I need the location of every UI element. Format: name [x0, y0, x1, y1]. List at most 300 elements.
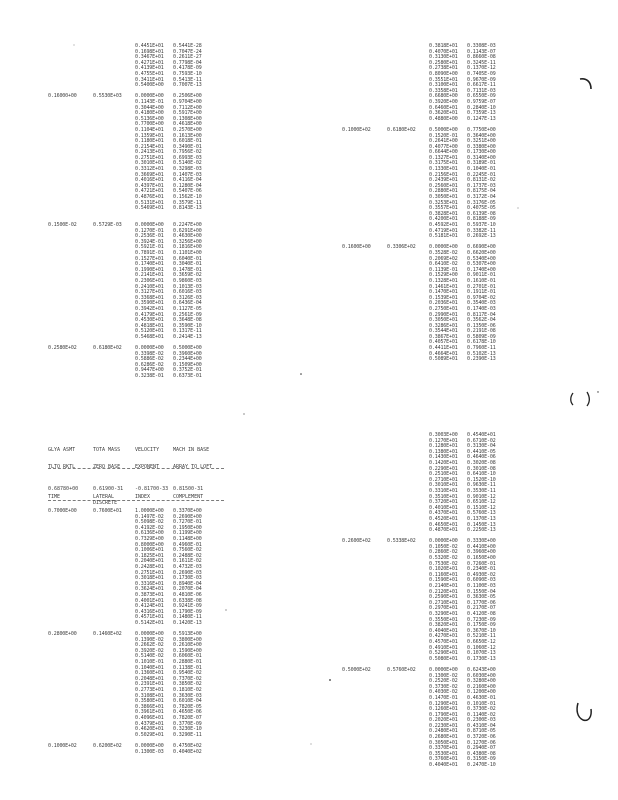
- index-cell: 0.4070E+01: [429, 48, 458, 55]
- index-cell: 0.8090E+00: [429, 70, 458, 77]
- complement-cell: 0.5413E-11: [173, 76, 202, 83]
- index-cell: 0.7329E+00: [135, 535, 164, 542]
- header-label: EXPONENT: [135, 463, 160, 470]
- index-cell: 0.2048E+01: [135, 675, 164, 682]
- complement-cell: 0.6338E-08: [173, 597, 202, 604]
- index-cell: 0.1040E+01: [135, 664, 164, 671]
- index-cell: 0.4057E+01: [429, 339, 458, 346]
- time-cell: 0.5000E+02: [342, 666, 371, 673]
- time-cell: 0.1500E-02: [48, 222, 77, 228]
- index-cell: 0.0000E+00: [135, 93, 164, 100]
- index-cell: 0.4040E+01: [429, 627, 458, 634]
- complement-cell: 0.7131E-03: [467, 87, 496, 94]
- index-cell: 0.2140E+01: [429, 583, 458, 590]
- complement-cell: 0.2506E+00: [173, 93, 202, 100]
- index-cell: 0.2662E-02: [135, 642, 164, 649]
- complement-cell: 0.3380E+00: [467, 143, 496, 150]
- index-cell: 0.8000E+00: [135, 541, 164, 548]
- index-cell: 0.1290E+01: [429, 700, 458, 707]
- index-cell: 0.3010E+01: [135, 160, 164, 167]
- complement-cell: 0.9670E-09: [467, 76, 496, 83]
- complement-cell: 0.7960E-11: [467, 345, 496, 352]
- complement-cell: 0.2344E+00: [173, 356, 202, 363]
- index-cell: 0.6136E+00: [135, 530, 164, 537]
- index-cell: 0.3866E+01: [135, 703, 164, 710]
- index-cell: 0.5921E-01: [135, 244, 164, 251]
- complement-cell: 0.2390E-13: [467, 356, 496, 363]
- index-cell: 0.3130E+01: [429, 54, 458, 61]
- complement-cell: 0.6620E+00: [467, 249, 496, 256]
- index-cell: 0.1020E+01: [429, 566, 458, 573]
- complement-cell: 0.1510E-12: [467, 504, 496, 511]
- header-value: -0.81700-33: [135, 485, 169, 492]
- complement-cell: 0.1247E-13: [467, 115, 496, 122]
- index-cell: 0.3100E+01: [429, 82, 458, 89]
- index-cell: 0.2970E+01: [429, 605, 458, 612]
- index-cell: 0.4139E+01: [135, 65, 164, 72]
- time-cell: 0.1600E+00: [342, 244, 371, 251]
- complement-cell: 0.1060E-12: [467, 644, 496, 651]
- index-cell: 0.6644E+00: [429, 149, 458, 156]
- index-cell: 0.5181E+01: [429, 233, 458, 240]
- complement-cell: 0.1950E+00: [173, 524, 202, 531]
- complement-cell: 0.6010E-04: [173, 698, 202, 705]
- index-cell: 0.5029E+01: [135, 731, 164, 738]
- complement-cell: 0.8188E-09: [467, 216, 496, 223]
- complement-cell: 0.1127E-05: [173, 305, 202, 312]
- index-cell: 0.2480E+01: [429, 728, 458, 735]
- complement-cell: 0.1350E-06: [467, 322, 496, 329]
- complement-cell: 0.5140E-02: [173, 160, 202, 167]
- complement-cell: 0.6510E-12: [467, 499, 496, 506]
- complement-cell: 0.1480E-11: [173, 614, 202, 621]
- index-cell: 0.1359E+01: [135, 132, 164, 139]
- complement-cell: 0.1730E+00: [467, 149, 496, 156]
- complement-cell: 0.1810E-02: [173, 687, 202, 693]
- index-cell: 0.4880E+00: [429, 115, 458, 122]
- index-cell: 0.2036E+01: [429, 300, 458, 307]
- index-cell: 0.3550E+01: [429, 616, 458, 623]
- index-cell: 0.3867E+01: [429, 333, 458, 340]
- index-cell: 0.7700E+00: [135, 121, 164, 128]
- complement-cell: 0.3290E-11: [173, 731, 202, 738]
- index-cell: 0.1180E+01: [135, 138, 164, 145]
- index-cell: 0.3286E+01: [429, 322, 458, 329]
- index-cell: 0.6680E+00: [429, 93, 458, 100]
- lateral-cell: 0.5530E+03: [93, 93, 122, 100]
- lateral-cell: 0.6180E+02: [93, 345, 122, 352]
- index-cell: 0.4411E+01: [429, 345, 458, 352]
- complement-cell: 0.3176E-05: [467, 199, 496, 206]
- index-cell: 0.7891E-01: [135, 249, 164, 256]
- index-cell: 0.2738E+01: [429, 65, 458, 72]
- header-label: MACH IN BASE: [173, 447, 210, 454]
- index-cell: 0.3003E+00: [429, 432, 458, 438]
- complement-cell: 0.1270E-06: [467, 739, 496, 746]
- header-label: ARRAY TO LOFT: [173, 463, 213, 470]
- index-cell: 0.2156E+01: [429, 171, 458, 178]
- complement-cell: 0.1010E-01: [467, 700, 496, 707]
- index-cell: 0.3175E+01: [429, 160, 458, 167]
- complement-cell: 0.5307E+00: [467, 261, 496, 268]
- complement-cell: 0.7405E-09: [467, 70, 496, 77]
- complement-cell: 0.6617E-11: [467, 82, 496, 89]
- header-label: ZERO BASE: [93, 463, 121, 470]
- complement-cell: 0.1590E+00: [173, 647, 202, 654]
- complement-cell: 0.9010E-12: [467, 493, 496, 500]
- complement-cell: 0.6410E-10: [467, 471, 496, 478]
- index-cell: 0.0000E+00: [135, 345, 164, 352]
- complement-cell: 0.5913E+00: [173, 631, 202, 638]
- complement-cell: 0.3960E+00: [173, 350, 202, 357]
- index-cell: 0.3310E+01: [429, 487, 458, 494]
- complement-cell: 0.5937E-10: [467, 222, 496, 228]
- index-cell: 0.3551E+01: [429, 76, 458, 83]
- header-value: 0.81500-31: [173, 485, 204, 492]
- complement-cell: 0.1790E-09: [173, 608, 202, 615]
- complement-cell: 0.4640E-06: [467, 454, 496, 461]
- index-cell: 0.1270E+01: [429, 437, 458, 444]
- index-cell: 0.1330E+01: [429, 166, 458, 173]
- complement-cell: 0.4310E-04: [467, 722, 496, 729]
- index-cell: 0.5120E+01: [135, 328, 164, 335]
- complement-cell: 0.1610E-01: [467, 277, 496, 284]
- index-cell: 0.3050E+01: [429, 317, 458, 324]
- index-cell: 0.5400E+00: [135, 82, 164, 89]
- complement-cell: 0.3130E-04: [467, 443, 496, 450]
- complement-cell: 0.3648E-08: [173, 317, 202, 324]
- complement-cell: 0.3770E-09: [173, 720, 202, 727]
- complement-cell: 0.1740E+00: [467, 266, 496, 273]
- complement-cell: 0.1730E-13: [467, 655, 496, 662]
- complement-cell: 0.1013E-03: [173, 283, 202, 290]
- complement-cell: 0.2414E-13: [173, 333, 202, 340]
- index-cell: 0.4755E+01: [135, 70, 164, 77]
- complement-cell: 0.1200E+00: [467, 689, 496, 696]
- complement-cell: 0.1370E-12: [467, 65, 496, 72]
- complement-cell: 0.1370E-13: [467, 515, 496, 522]
- complement-cell: 0.2570E+00: [173, 126, 202, 133]
- index-cell: 0.5469E+01: [135, 205, 164, 212]
- index-cell: 0.0000E+00: [429, 244, 458, 251]
- index-cell: 0.4040E+01: [429, 762, 458, 769]
- header-label: GLYA ASMT: [48, 447, 76, 454]
- complement-cell: 0.1562E-10: [173, 194, 202, 201]
- index-cell: 0.3018E+01: [135, 575, 164, 582]
- complement-cell: 0.8660E-08: [467, 54, 496, 61]
- lateral-cell: 0.5760E+02: [387, 666, 416, 673]
- complement-cell: 0.7260E-01: [467, 560, 496, 567]
- index-cell: 0.2590E+01: [429, 594, 458, 601]
- header-label: TOTA MASS: [93, 447, 121, 454]
- complement-cell: 0.8131E-02: [467, 177, 496, 184]
- index-cell: 0.5131E+01: [135, 199, 164, 206]
- complement-cell: 0.2170E-07: [467, 605, 496, 612]
- index-cell: 0.0000E+00: [135, 222, 164, 228]
- index-cell: 0.1160E+01: [429, 571, 458, 578]
- complement-cell: 0.6650E-12: [467, 638, 496, 645]
- complement-cell: 0.9011E-01: [467, 272, 496, 279]
- index-cell: 0.3510E+01: [429, 493, 458, 500]
- index-cell: 0.1006E+01: [135, 547, 164, 554]
- complement-cell: 0.2692E-13: [467, 233, 496, 240]
- index-cell: 0.4180E+00: [135, 110, 164, 117]
- complement-cell: 0.3370E+00: [173, 508, 202, 514]
- index-cell: 0.2580E+01: [429, 59, 458, 66]
- sub-header-label: COMPLEMENT: [173, 494, 204, 501]
- complement-cell: 0.3720E-06: [467, 734, 496, 741]
- index-cell: 0.2560E+01: [429, 182, 458, 189]
- index-cell: 0.2990E+01: [429, 311, 458, 318]
- index-cell: 0.5290E+01: [429, 650, 458, 657]
- index-cell: 0.1270E-01: [135, 227, 164, 234]
- complement-cell: 0.1770E-06: [467, 599, 496, 606]
- complement-cell: 0.4410E-05: [467, 448, 496, 455]
- index-cell: 1.0000E+00: [135, 508, 164, 514]
- index-cell: 0.3530E+01: [429, 750, 458, 757]
- index-cell: 0.2680E+01: [429, 734, 458, 741]
- index-cell: 0.3620E+01: [429, 110, 458, 117]
- index-cell: 0.1260E+01: [429, 706, 458, 713]
- complement-cell: 0.3189E-01: [467, 160, 496, 167]
- complement-cell: 0.3280E+00: [467, 678, 496, 685]
- complement-cell: 0.1550E-04: [467, 588, 496, 595]
- complement-cell: 0.4075E-05: [467, 205, 496, 212]
- complement-cell: 0.3530E-11: [467, 487, 496, 494]
- complement-cell: 0.3850E-02: [173, 681, 202, 688]
- complement-cell: 0.9704E+00: [173, 98, 202, 105]
- index-cell: 0.0000E+00: [429, 538, 458, 545]
- complement-cell: 0.1816E+00: [173, 244, 202, 251]
- complement-cell: 0.3490E-01: [173, 143, 202, 150]
- complement-cell: 0.3150E-09: [467, 756, 496, 763]
- time-cell: 0.2600E+02: [342, 538, 371, 545]
- index-cell: 0.5136E+00: [135, 115, 164, 122]
- index-cell: 0.4124E+01: [135, 603, 164, 610]
- complement-cell: 0.4120E-08: [467, 611, 496, 617]
- index-cell: 0.4001E+01: [135, 597, 164, 604]
- index-cell: 0.3580E+01: [135, 698, 164, 705]
- complement-cell: 0.1101E+00: [173, 249, 202, 256]
- complement-cell: 0.1911E-01: [467, 289, 496, 296]
- index-cell: 0.3942E+01: [135, 305, 164, 312]
- index-cell: 0.4876E+01: [135, 194, 164, 201]
- index-cell: 0.4664E+01: [429, 350, 458, 357]
- complement-cell: 0.1199E+00: [173, 530, 202, 537]
- index-cell: 0.5089E+01: [429, 356, 458, 363]
- index-cell: 0.4650E+01: [429, 521, 458, 528]
- complement-cell: 0.3630E-05: [467, 594, 496, 601]
- complement-cell: 0.3126E-03: [173, 294, 202, 301]
- complement-cell: 0.7370E-02: [173, 675, 202, 682]
- complement-cell: 0.6040E-01: [173, 255, 202, 262]
- index-cell: 0.1698E+01: [135, 48, 164, 55]
- index-cell: 0.4397E+01: [135, 182, 164, 189]
- index-cell: 0.3820E+01: [429, 622, 458, 629]
- complement-cell: 0.3960E+00: [467, 549, 496, 556]
- index-cell: 0.1390E-02: [135, 636, 164, 643]
- complement-cell: 0.3382E-11: [467, 227, 496, 234]
- index-cell: 0.4192E-02: [135, 524, 164, 531]
- index-cell: 0.4818E+01: [135, 322, 164, 329]
- complement-cell: 0.1478E-01: [173, 266, 202, 273]
- complement-cell: 0.5760E-13: [467, 510, 496, 517]
- complement-cell: 0.7359E-13: [467, 110, 496, 117]
- complement-cell: 0.2880E-01: [173, 659, 202, 666]
- complement-cell: 0.1407E-03: [173, 171, 202, 178]
- index-cell: 0.0000E+00: [135, 631, 164, 638]
- complement-cell: 0.4732E-03: [173, 563, 202, 570]
- complement-cell: 0.1611E-02: [173, 558, 202, 565]
- complement-cell: 0.5407E-06: [173, 188, 202, 195]
- index-cell: 0.3238E-01: [135, 373, 164, 380]
- index-cell: 0.3370E+01: [429, 745, 458, 752]
- complement-cell: 0.2160E+00: [467, 683, 496, 690]
- index-cell: 0.3411E+01: [135, 76, 164, 83]
- index-cell: 0.3050E+01: [429, 739, 458, 746]
- index-cell: 0.3590E+01: [135, 300, 164, 307]
- index-cell: 0.3961E+01: [135, 709, 164, 716]
- index-cell: 0.6460E+01: [429, 104, 458, 111]
- complement-cell: 0.2245E-01: [467, 171, 496, 178]
- index-cell: 0.3730E-02: [429, 683, 458, 690]
- index-cell: 0.5140E-02: [135, 653, 164, 660]
- complement-cell: 0.9540E-02: [173, 670, 202, 677]
- index-cell: 0.1470E-01: [429, 694, 458, 701]
- index-cell: 0.3924E-01: [135, 238, 164, 245]
- lateral-cell: 0.7600E+01: [93, 508, 122, 514]
- index-cell: 0.1104E+01: [135, 126, 164, 133]
- index-cell: 0.1529E+00: [429, 272, 458, 279]
- index-cell: 0.3010E+01: [429, 482, 458, 489]
- index-cell: 0.5468E+01: [135, 333, 164, 340]
- index-cell: 0.4370E+01: [429, 510, 458, 517]
- index-cell: 0.2413E+01: [135, 149, 164, 156]
- lateral-cell: 0.1460E+02: [93, 631, 122, 638]
- index-cell: 0.2520E-02: [429, 678, 458, 685]
- complement-cell: 0.6018E-01: [173, 138, 202, 145]
- index-cell: 0.1590E+01: [429, 577, 458, 584]
- index-cell: 0.3398E-02: [135, 350, 164, 357]
- complement-cell: 0.3730E-02: [467, 706, 496, 713]
- index-cell: 0.5080E+01: [429, 655, 458, 662]
- index-cell: 0.1740E+01: [135, 261, 164, 268]
- complement-cell: 0.2690E+00: [173, 513, 202, 520]
- complement-cell: 0.3670E-10: [467, 627, 496, 634]
- complement-cell: 0.8143E-13: [173, 205, 202, 212]
- complement-cell: 0.2191E-08: [467, 328, 496, 335]
- complement-cell: 0.3590E-10: [173, 322, 202, 329]
- index-cell: 0.2428E+01: [135, 563, 164, 570]
- index-cell: 0.4520E+01: [429, 515, 458, 522]
- complement-cell: 0.1737E-03: [467, 182, 496, 189]
- complement-cell: 0.1040E-01: [467, 166, 496, 173]
- complement-cell: 0.7270E-01: [173, 519, 202, 526]
- index-cell: 0.7530E-02: [429, 560, 458, 567]
- index-cell: 0.3669E+01: [135, 171, 164, 178]
- complement-cell: 0.3040E-01: [173, 261, 202, 268]
- complement-cell: 0.5000E+00: [173, 345, 202, 352]
- complement-cell: 0.3140E+00: [467, 154, 496, 161]
- complement-cell: 0.4618E+00: [173, 121, 202, 128]
- lateral-cell: 0.5338E+02: [387, 538, 416, 545]
- index-cell: 0.3920E-02: [135, 647, 164, 654]
- complement-cell: 0.1730E-03: [173, 575, 202, 582]
- index-cell: 0.2020E+01: [429, 717, 458, 724]
- complement-cell: 0.7956E-02: [173, 149, 202, 156]
- complement-cell: 0.1148E+00: [173, 535, 202, 542]
- complement-cell: 0.6060E-01: [173, 653, 202, 660]
- index-cell: 0.1420E+01: [429, 459, 458, 466]
- index-cell: 0.3467E+01: [135, 54, 164, 61]
- complement-cell: 0.2300E-03: [467, 717, 496, 724]
- index-cell: 0.2290E+01: [429, 465, 458, 472]
- index-cell: 0.1470E+01: [429, 289, 458, 296]
- complement-cell: 0.2611E-27: [173, 54, 202, 61]
- index-cell: 0.2710E+01: [429, 476, 458, 483]
- complement-cell: 0.7230E-09: [467, 616, 496, 623]
- complement-cell: 0.3172E-04: [467, 194, 496, 201]
- index-cell: 0.2880E+01: [429, 188, 458, 195]
- complement-cell: 0.3659E-02: [173, 272, 202, 279]
- complement-cell: 0.6139E-08: [467, 210, 496, 217]
- index-cell: 0.6410E-02: [429, 261, 458, 268]
- sub-header-label: INDEX: [135, 494, 151, 501]
- complement-cell: 0.6993E-03: [173, 154, 202, 161]
- index-cell: 0.2306E+01: [135, 277, 164, 284]
- index-cell: 0.3828E+01: [429, 210, 458, 217]
- complement-cell: 0.7007E-13: [173, 82, 202, 89]
- index-cell: 0.5142E+01: [135, 619, 164, 626]
- index-cell: 0.1280E+01: [429, 443, 458, 450]
- complement-cell: 0.2470E-10: [467, 762, 496, 769]
- complement-cell: 0.2561E-09: [173, 311, 202, 318]
- time-cell: 0.16000+00: [48, 93, 77, 100]
- index-cell: 0.1143E-01: [135, 98, 164, 105]
- complement-cell: 0.4178E-09: [173, 65, 202, 72]
- index-cell: 0.4010E+01: [429, 504, 458, 511]
- complement-cell: 0.6090E-03: [467, 577, 496, 584]
- index-cell: 0.1380E+01: [429, 448, 458, 455]
- complement-cell: 0.6243E+00: [467, 666, 496, 673]
- complement-cell: 0.4750E+02: [173, 742, 202, 749]
- complement-cell: 0.6291E+00: [173, 227, 202, 234]
- index-cell: 0.4030E-02: [429, 689, 458, 696]
- index-cell: 0.2536E-01: [135, 233, 164, 240]
- complement-cell: 0.4040E+02: [173, 748, 202, 755]
- header-label: VELOCITY: [135, 447, 160, 454]
- index-cell: 0.1328E+01: [429, 277, 458, 284]
- complement-cell: 0.2488E-02: [173, 552, 202, 559]
- complement-cell: 0.2940E-07: [467, 745, 496, 752]
- index-cell: 0.4570E+01: [429, 638, 458, 645]
- complement-cell: 0.8117E-04: [467, 311, 496, 318]
- header-value: 0.68780+00: [48, 485, 79, 492]
- complement-cell: 0.1650E+00: [467, 555, 496, 562]
- complement-cell: 0.1613E+00: [173, 132, 202, 139]
- complement-cell: 0.1317E-11: [173, 328, 202, 335]
- complement-cell: 0.9704E-02: [467, 294, 496, 301]
- index-cell: 0.3920E+00: [429, 98, 458, 105]
- index-cell: 0.2773E+01: [135, 687, 164, 693]
- complement-cell: 0.3640E+00: [467, 132, 496, 139]
- index-cell: 0.3544E+01: [429, 328, 458, 335]
- complement-cell: 0.6178E-10: [467, 339, 496, 346]
- index-cell: 0.1461E+01: [429, 283, 458, 290]
- complement-cell: 0.2690E-03: [173, 569, 202, 576]
- complement-cell: 0.4410E+00: [467, 543, 496, 550]
- index-cell: 0.4451E+01: [135, 43, 164, 49]
